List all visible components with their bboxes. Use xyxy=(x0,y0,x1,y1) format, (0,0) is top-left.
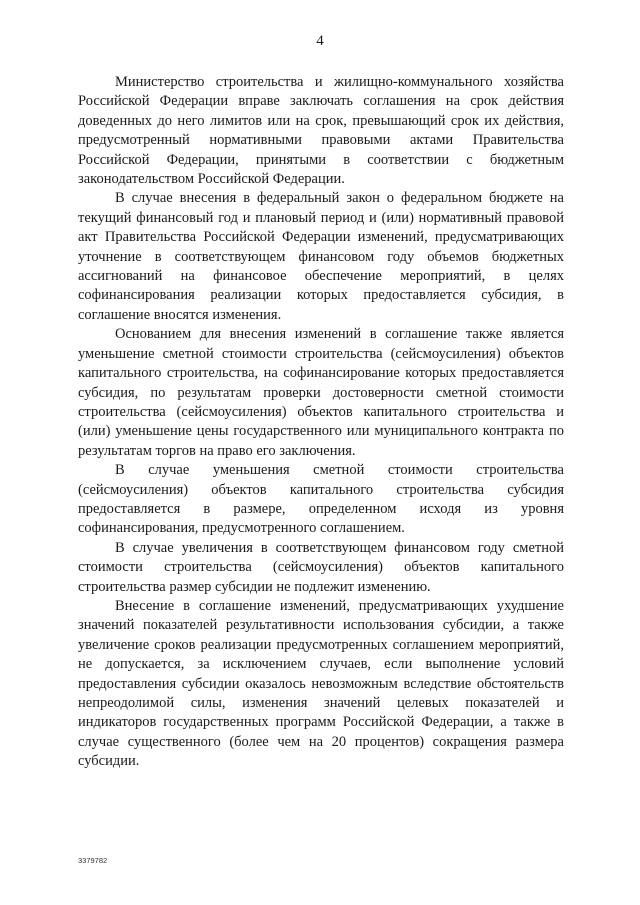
document-code: 3379782 xyxy=(78,856,108,865)
document-body xyxy=(78,73,564,772)
page-number: 4 xyxy=(316,33,324,49)
paragraph: Основанием для внесения изменений в соглашение также является уменьшение сметной стоимости строительства (сейсмоусиления) объектов капитального строительства, на софинансирование которых предоставляется субсидия, по результатам проверки достоверности сметной стоимости строительства (сейсмоусиления) объектов капитального строительства и (или) уменьшение цены государственного или муниципального контракта по результатам торгов на право его заключения. xyxy=(78,326,564,459)
paragraph: В случае увеличения в соответствующем финансовом году сметной стоимости строительства (сейсмоусиления) объектов капитального строительства размер субсидии не подлежит изменению. xyxy=(78,539,564,595)
paragraph: В случае уменьшения сметной стоимости строительства (сейсмоусиления) объектов капитального строительства субсидия предоставляется в размере, определенном исходя из уровня софинансирования, предусмотренного соглашением. xyxy=(78,462,564,537)
paragraph: Внесение в соглашение изменений, предусматривающих ухудшение значений показателей результативности использования субсидии, а также увеличение сроков реализации предусмотренных соглашением мероприятий, не допускается, за исключением случаев, если выполнение условий предоставления субсидии оказалось невозможным вследствие обстоятельств непреодолимой силы, изменения значений целевых показателей и индикаторов государственных программ Российской Федерации, а также в случае существенного (более чем на 20 процентов) сокращения размера субсидии. xyxy=(78,597,564,770)
paragraph: В случае внесения в федеральный закон о федеральном бюджете на текущий финансовый год и плановый период и (или) нормативный правовой акт Правительства Российской Федерации изменений, предусматривающих уточнение в соответствующем финансовом году объемов бюджетных ассигнований на финансовое обеспечение мероприятий, в целях софинансирования реализации которых предоставляется субсидия, в соглашение вносятся изменения. xyxy=(78,190,564,323)
paragraph: Министерство строительства и жилищно-коммунального хозяйства Российской Федерации вправе заключать соглашения на срок действия доведенных до него лимитов или на срок, превышающий срок их действия, предусмотренный нормативными правовыми актами Правительства Российской Федерации, принятыми в соответствии с бюджетным законодательством Российской Федерации. xyxy=(78,74,564,188)
